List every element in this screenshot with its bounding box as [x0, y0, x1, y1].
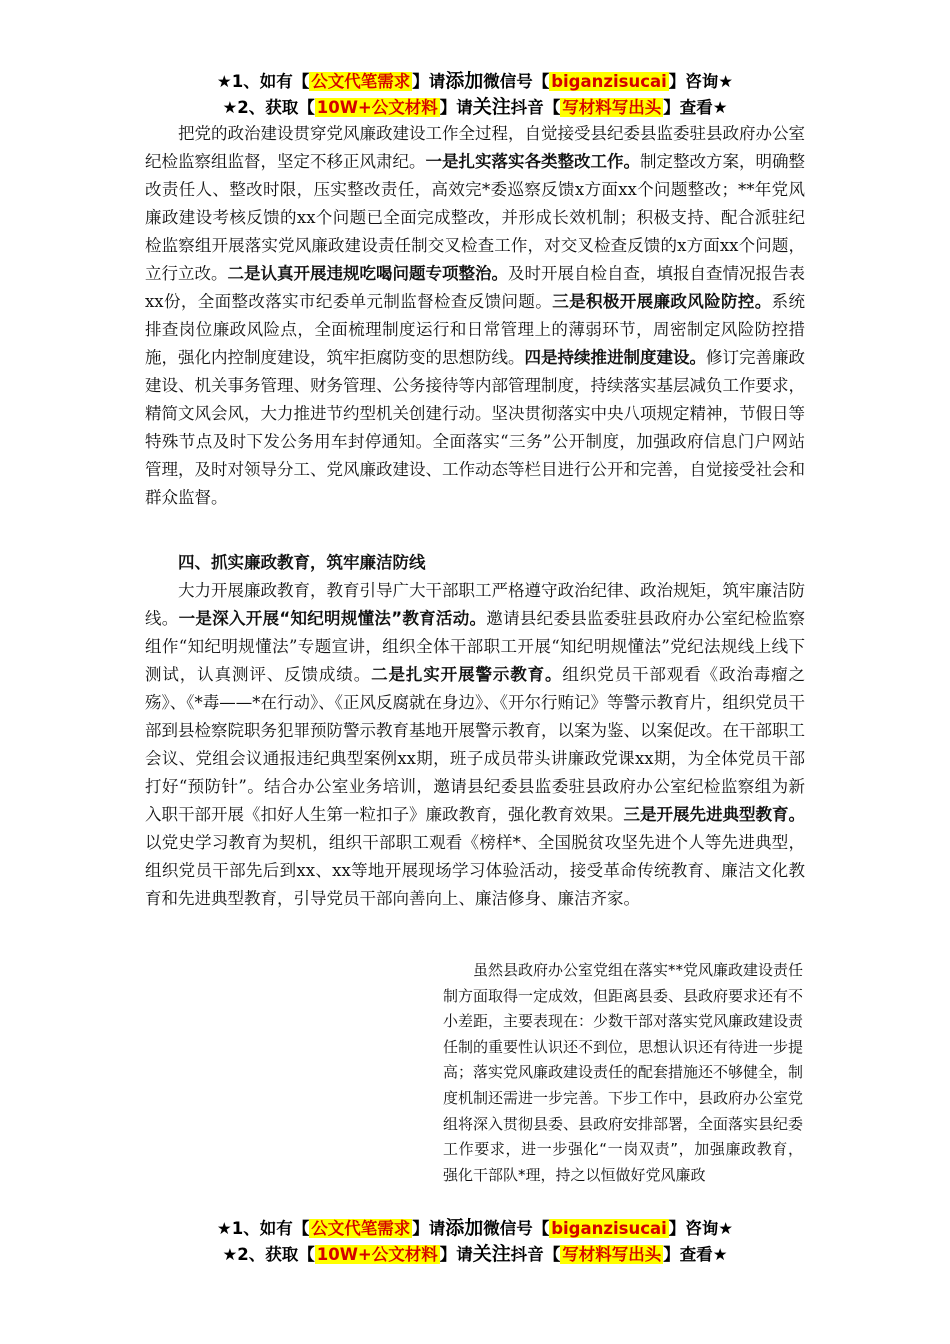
- promo-banner-bottom-line1: [0, 1215, 950, 1242]
- banner-text: ★2、获取【: [222, 98, 315, 117]
- section3-point4-text: 修订完善廉政建设、机关事务管理、财务管理、公务接待等内部管理制度，持续落实基层减负工作要求，精简文风会风，大力推进节约型机关创建行动。坚决贯彻落实中央八项规定精神，节假日等特殊节点及时下发公务用车封停通知。全面落实“三务”公开制度，加强政府信息门户网站管理，及时对领导分工、党风廉政建设、工作动态等栏目进行公开和完善，自觉接受社会和群众监督。: [145, 348, 805, 507]
- banner-text: 抖音【: [510, 98, 561, 117]
- section3-paragraph: [145, 120, 805, 512]
- section3-point3-title: 三是积极开展廉政风险防控。: [552, 292, 772, 311]
- section3-point1-title: 一是扎实落实各类整改工作。: [425, 152, 640, 171]
- banner-highlight-wechat: biganzisucai: [551, 72, 667, 91]
- banner-text-large: 关注: [472, 96, 511, 118]
- section4-body: [145, 577, 805, 913]
- banner-highlight-wechat: biganzisucai: [551, 1219, 667, 1238]
- banner-text: 】请: [412, 72, 446, 91]
- section4-intro: 大力开展廉政教育，教育引导广大干部职工严格遵守政治纪律、政治规矩，筑牢廉洁防线。: [145, 581, 805, 628]
- banner-text-large: 添加: [445, 1217, 484, 1239]
- banner-text: 抖音【: [510, 1245, 561, 1264]
- section3-body: [145, 120, 805, 512]
- section3-point3-text: 系统排查岗位廉政风险点，全面梳理制度运行和日常管理上的薄弱环节，周密制定风险防控措施，强化内控制度建设，筑牢拒腐防变的思想防线。: [145, 292, 806, 367]
- section4-point1-title: 一是深入开展“知纪明规懂法”教育活动。: [178, 609, 487, 628]
- banner-text: 】咨询★: [668, 72, 734, 91]
- banner-text: 微信号【: [483, 72, 550, 91]
- section4-point3-title: 三是开展先进典型教育。: [623, 805, 805, 824]
- banner-highlight: 公文代笔需求: [311, 1219, 411, 1238]
- section3-intro: 把党的政治建设贯穿党风廉政建设工作全过程，自觉接受县纪委县监委驻县政府办公室纪检监察组监督，坚定不移正风肃纪。: [145, 124, 805, 171]
- banner-text: 微信号【: [483, 1219, 550, 1238]
- banner-highlight-douyin: 写材料写出头: [562, 1245, 662, 1264]
- section4-heading: 四、抓实廉政教育，筑牢廉洁防线: [178, 553, 426, 572]
- section4-point2-title: 二是扎实开展警示教育。: [371, 665, 563, 684]
- banner-highlight: 公文代笔需求: [311, 72, 411, 91]
- promo-banner-top-line1: [0, 68, 950, 95]
- summary-text-block: 虽然县政府办公室党组在落实**党风廉政建设责任制方面取得一定成效，但距离县委、县政府要求还有不小差距，主要表现在：少数干部对落实党风廉政建设责任制的重要性认识还不到位，思想认识还有待进一步提高；落实党风廉政建设责任的配套措施还不够健全，制度机制还需进一步完善。下步工作中，县政府办公室党组将深入贯彻县委、县政府安排部署，全面落实县纪委工作要求，进一步强化“一岗双责”，加强廉政教育，强化干部队*理，持之以恒做好党风廉政: [443, 961, 804, 1184]
- section4-point2-text: 组织党员干部观看《政治毒瘤之殇》、《*毒——*在行动》、《正风反腐就在身边》、《开尔行贿记》等警示教育片，组织党员干部到县检察院职务犯罪预防警示教育基地开展警示教育，以案为鉴、以案促改。在干部职工会议、党组会议通报违纪典型案例xx期，班子成员带头讲廉政党课xx期，为全体党员干部打好“预防针”。结合办公室业务培训，邀请县纪委县监委驻县政府办公室纪检监察组为新入职干部开展《扣好人生第一粒扣子》廉政教育，强化教育效果。: [145, 665, 806, 824]
- banner-text: 】请: [412, 1219, 446, 1238]
- banner-text-large: 添加: [445, 70, 484, 92]
- section3-point2-title: 二是认真开展违规吃喝问题专项整治。: [227, 264, 508, 283]
- section3-point2-text: 及时开展自检自查，填报自查情况报告表xx份，全面整改落实市纪委单元制监督检查反馈问题。: [145, 264, 805, 311]
- banner-text: ★1、如有【: [216, 72, 310, 91]
- promo-banner-top-line2: [0, 94, 950, 121]
- promo-banner-bottom-line2: [0, 1241, 950, 1268]
- banner-text-large: 关注: [472, 1243, 511, 1265]
- banner-highlight-douyin: 写材料写出头: [562, 98, 662, 117]
- banner-text: 】请: [439, 98, 473, 117]
- banner-highlight: 10W+公文材料: [316, 1245, 438, 1264]
- section4-point1-text: 邀请县纪委县监委驻县政府办公室纪检监察组作“知纪明规懂法”专题宣讲，组织全体干部职工开展“知纪明规懂法”党纪法规线上线下测试，认真测评、反馈成绩。: [145, 609, 806, 684]
- banner-text: ★2、获取【: [222, 1245, 315, 1264]
- banner-text: ★1、如有【: [216, 1219, 310, 1238]
- banner-text: 】查看★: [663, 1245, 728, 1264]
- banner-highlight: 10W+公文材料: [316, 98, 438, 117]
- section4-paragraph: [145, 577, 805, 913]
- banner-text: 】请: [439, 1245, 473, 1264]
- section3-point4-title: 四是持续推进制度建设。: [524, 348, 706, 367]
- banner-text: 】查看★: [663, 98, 728, 117]
- section3-point1-text: 制定整改方案，明确整改责任人、整改时限，压实整改责任，高效完*委巡察反馈x方面xx个问题整改；**年党风廉政建设考核反馈的xx个问题已全面完成整改，并形成长效机制；积极支持、配合派驻纪检监察组开展落实党风廉政建设责任制交叉检查工作，对交叉检查反馈的x方面xx个问题，立行立改。: [145, 152, 805, 283]
- section4-point3-text: 以党史学习教育为契机，组织干部职工观看《榜样*、全国脱贫攻坚先进个人等先进典型，组织党员干部先后到xx、xx等地开展现场学习体验活动，接受革命传统教育、廉洁文化教育和先进典型教育，引导党员干部向善向上、廉洁修身、廉洁齐家。: [145, 833, 805, 908]
- banner-text: 】咨询★: [668, 1219, 734, 1238]
